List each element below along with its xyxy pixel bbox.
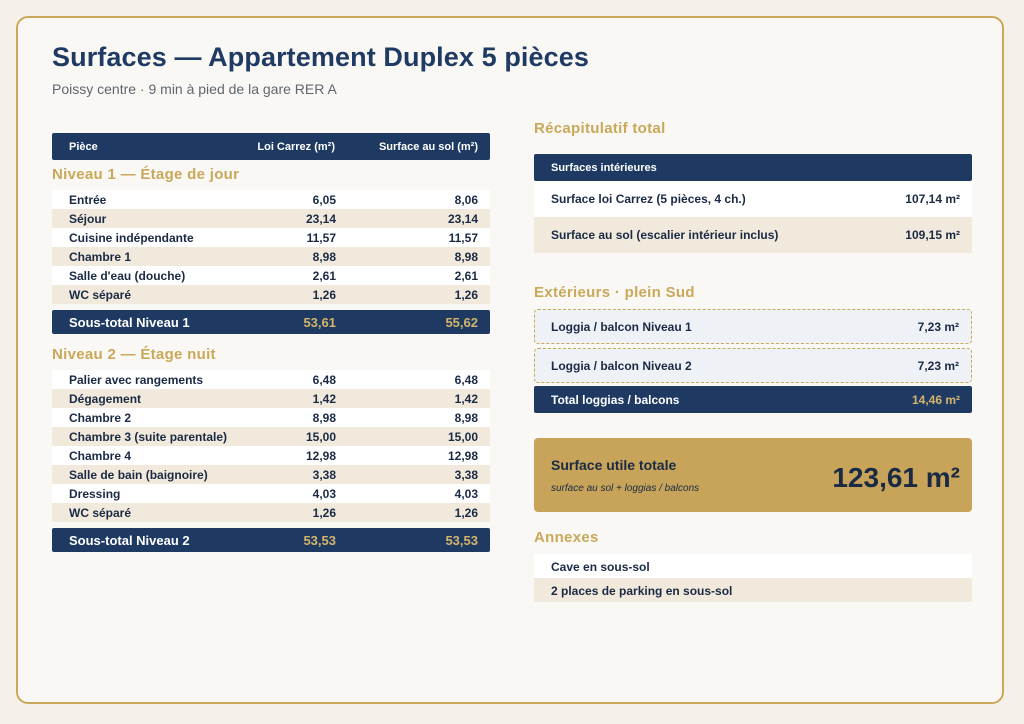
surfaces-table [52,133,490,552]
carrez-value: 6,05 [312,193,336,207]
table-row [52,190,490,209]
recap-row-carrez [534,181,972,217]
loggia-total [534,386,972,413]
table-row [52,266,490,285]
recap-row-sol [534,217,972,253]
exterieurs-title: Extérieurs · plein Sud [534,284,695,301]
carrez-value: 1,26 [312,288,336,302]
sol-value: 11,57 [448,231,478,245]
sol-value: 2,61 [454,269,478,283]
room-name: Salle de bain (baignoire) [69,468,208,482]
loggia-label: Loggia / balcon Niveau 1 [551,320,692,334]
niveau-1-subtotal [52,310,490,334]
loggia-value: 7,23 m² [917,320,959,334]
recap-label: Surface au sol (escalier intérieur inclus) [551,228,779,242]
room-name: Séjour [69,212,107,226]
recap-section [534,120,972,253]
surface-utile-title: Surface utile totale [551,457,677,473]
annexes-section [534,529,972,602]
surface-utile-value: 123,61 m² [832,462,960,493]
recap-header-label: Surfaces intérieures [551,162,657,174]
sol-value: 1,26 [454,288,478,302]
sol-value: 1,42 [454,392,478,406]
carrez-value: 12,98 [305,449,336,463]
annexe-label: 2 places de parking en sous-sol [551,584,733,598]
room-name: WC séparé [69,288,132,302]
niveau-1-rows [52,190,490,304]
room-name: Chambre 1 [69,250,132,264]
carrez-value: 23,14 [305,212,336,226]
subtotal-sol: 53,53 [445,533,478,548]
table-row [52,465,490,484]
room-name: Entrée [69,193,107,207]
carrez-value: 1,42 [312,392,336,406]
recap-label: Surface loi Carrez (5 pièces, 4 ch.) [551,192,746,206]
loggia-row-niveau-2 [534,348,972,383]
carrez-value: 8,98 [312,411,336,425]
subtotal-label: Sous-total Niveau 2 [69,533,190,548]
room-name: Salle d'eau (douche) [69,269,186,283]
exterieurs-section [534,284,972,413]
table-row [52,484,490,503]
annexe-item [534,554,972,578]
sol-value: 8,98 [454,250,478,264]
subtotal-carrez: 53,61 [303,315,336,330]
room-name: Dégagement [69,392,142,406]
sol-value: 15,00 [447,430,478,444]
annexe-item [534,578,972,602]
room-name: WC séparé [69,506,132,520]
surface-utile-card [534,438,972,512]
loggia-total-label: Total loggias / balcons [551,393,680,407]
table-row [52,503,490,522]
carrez-value: 2,61 [312,269,336,283]
table-header [52,133,490,160]
niveau-1-title: Niveau 1 — Étage de jour [52,166,240,183]
carrez-value: 6,48 [312,373,336,387]
room-name: Palier avec rangements [69,373,204,387]
niveau-2-subtotal [52,528,490,552]
recap-value: 109,15 m² [905,228,960,242]
loggia-total-value: 14,46 m² [911,393,960,407]
room-name: Dressing [69,487,121,501]
recap-header [534,154,972,181]
room-name: Chambre 4 [69,449,132,463]
loggia-row-niveau-1 [534,309,972,344]
subtotal-label: Sous-total Niveau 1 [69,315,190,330]
loggia-value: 7,23 m² [917,359,959,373]
carrez-value: 1,26 [312,506,336,520]
niveau-2-rows [52,370,490,522]
page-title: Surfaces — Appartement Duplex 5 pièces [52,42,589,72]
table-row [52,209,490,228]
table-row [52,389,490,408]
loggia-label: Loggia / balcon Niveau 2 [551,359,692,373]
subtotal-sol: 55,62 [445,315,478,330]
room-name: Chambre 2 [69,411,132,425]
column-header-piece: Pièce [69,141,98,153]
table-row [52,408,490,427]
subtotal-carrez: 53,53 [303,533,336,548]
carrez-value: 8,98 [312,250,336,264]
table-row [52,285,490,304]
carrez-value: 15,00 [305,430,336,444]
table-row [52,247,490,266]
sol-value: 1,26 [454,506,478,520]
column-header-sol: Surface au sol (m²) [378,141,478,153]
recap-title: Récapitulatif total [534,120,666,137]
page-subtitle: Poissy centre · 9 min à pied de la gare RER A [52,81,337,97]
table-row [52,228,490,247]
carrez-value: 4,03 [312,487,336,501]
table-row [52,370,490,389]
table-row [52,427,490,446]
sol-value: 3,38 [454,468,478,482]
carrez-value: 3,38 [312,468,336,482]
sol-value: 4,03 [454,487,478,501]
annexes-title: Annexes [534,529,599,546]
sol-value: 8,98 [454,411,478,425]
recap-value: 107,14 m² [905,192,960,206]
carrez-value: 11,57 [306,231,336,245]
sol-value: 8,06 [454,193,478,207]
table-row [52,446,490,465]
sol-value: 12,98 [447,449,478,463]
surface-utile-subtitle: surface au sol + loggias / balcons [551,483,700,494]
sol-value: 23,14 [447,212,478,226]
room-name: Chambre 3 (suite parentale) [69,430,228,444]
column-header-carrez: Loi Carrez (m²) [257,141,335,153]
niveau-2-title: Niveau 2 — Étage nuit [52,346,216,363]
room-name: Cuisine indépendante [69,231,194,245]
sol-value: 6,48 [454,373,478,387]
annexe-label: Cave en sous-sol [551,560,650,574]
